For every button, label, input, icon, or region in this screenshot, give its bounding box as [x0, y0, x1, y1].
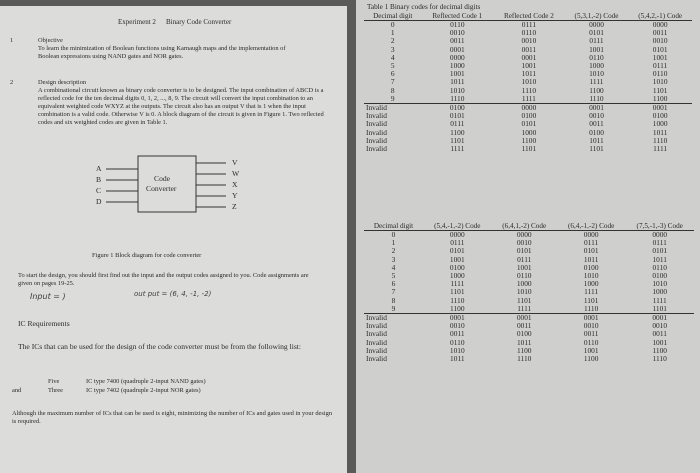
digit-cell: 2	[391, 246, 396, 256]
digit-cell: 0	[391, 230, 396, 239]
code-cell: 0000	[493, 104, 565, 113]
code-cell: 1001	[652, 52, 668, 62]
digit-cell: Invalid	[366, 345, 387, 355]
design-heading: Design description	[38, 79, 87, 86]
handwritten-input: Input = )	[30, 292, 66, 301]
code-cell: 1000	[449, 61, 465, 71]
header-cell: (7,5,-1,-3) Code	[625, 222, 694, 231]
code-cell: 0011	[652, 28, 668, 38]
code-cell: 1011	[589, 135, 604, 145]
digit-cell: Invalid	[366, 111, 387, 121]
code-cell: 0010	[589, 111, 604, 121]
header-cell: Decimal digit	[364, 222, 423, 231]
code-cell: 1101	[450, 135, 465, 145]
code-cell: 0101	[583, 246, 599, 256]
code-cell: 1010	[449, 345, 465, 355]
code-cell: 1100	[589, 85, 604, 95]
code-cell: 1001	[583, 345, 599, 355]
digit-cell: 4	[391, 262, 396, 272]
experiment-title: Binary Code Converter	[166, 18, 232, 26]
code-cell: 0111	[589, 36, 604, 46]
code-cell: 1101	[583, 295, 599, 305]
code-cell: 1010	[589, 69, 604, 79]
code-cell: 1001	[516, 262, 532, 272]
code-cell: 0111	[517, 254, 532, 264]
code-cell: 1001	[449, 254, 465, 264]
code-cell: 1111	[450, 279, 465, 289]
digit-cell: 8	[390, 85, 395, 95]
digit-cell: 5	[391, 271, 396, 281]
code-cell: 0001	[521, 52, 537, 62]
digit-cell: 1	[391, 238, 396, 248]
code-cell: 0010	[516, 238, 532, 248]
header-cell: (5,4,-1,-2) Code	[423, 222, 492, 231]
digit-cell: 6	[390, 69, 395, 79]
code-cell: 0000	[652, 20, 668, 29]
code-cell: 1111	[589, 77, 604, 87]
digit-cell: Invalid	[366, 127, 387, 137]
code-cell: 1000	[652, 119, 668, 129]
digit-cell: 2	[390, 36, 395, 46]
digit-cell: Invalid	[366, 321, 387, 331]
design-number: 2	[10, 79, 14, 86]
ic-text: The ICs that can be used for the design of the code converter must be from the following list:	[18, 342, 302, 351]
table-row	[364, 145, 692, 153]
code-cell: 0101	[521, 119, 537, 129]
code-cell: 0111	[652, 238, 667, 248]
code-cell: 0110	[652, 262, 667, 272]
code-cell: 0010	[449, 28, 465, 38]
converter-label-2: Converter	[146, 184, 177, 193]
digit-cell: 8	[391, 295, 396, 305]
code-cell: 0110	[516, 271, 532, 281]
design-text: A combinational circuit known as binary code converter is to be designed. The input combination of ABCD is a reflected code for the ten decimal digits 0, 1, 2, ..., 8, 9. The circuit will convert the input combination to an equivalent weighted code WXYZ at the outputs. The circuit also has an output V that is 1 when the input combination is a valid code. Otherwise V is 0. A block diagram of the circuit is given in Figure 1. Two reflected codes and six weighted codes are given in Table 1.	[38, 87, 324, 126]
code-cell: 0101	[449, 111, 465, 121]
code-cell: 1011	[583, 254, 599, 264]
code-cell: 0101	[589, 28, 604, 38]
code-cell: 1110	[517, 354, 532, 364]
code-cell: 1101	[450, 287, 465, 297]
code-cell: 0100	[652, 271, 668, 281]
input-label-a: A	[96, 164, 102, 173]
code-cell: 1111	[653, 144, 668, 154]
code-cell: 1101	[521, 144, 537, 154]
digit-cell: 9	[391, 303, 396, 313]
code-cell: 1010	[516, 287, 532, 297]
code-cell: 0001	[628, 104, 692, 113]
header-cell: (6,4,1,-2) Code	[492, 222, 557, 231]
digit-cell: Invalid	[364, 104, 422, 113]
digit-cell: Invalid	[364, 314, 423, 323]
code-cell: 0011	[450, 329, 465, 339]
code-cell: 0100	[422, 104, 494, 113]
code-cell: 0110	[450, 337, 465, 347]
digit-cell: Invalid	[366, 119, 387, 129]
code-cell: 1010	[449, 85, 465, 95]
header-cell: Decimal digit	[364, 12, 422, 21]
code-cell: 0011	[589, 119, 604, 129]
code-cell: 0110	[583, 337, 599, 347]
code-cell: 0100	[589, 127, 604, 137]
code-cell: 1001	[652, 337, 668, 347]
code-cell: 0011	[652, 329, 667, 339]
code-cell: 1101	[589, 144, 604, 154]
code-cell: 0111	[450, 119, 465, 129]
converter-label-1: Code	[154, 174, 171, 183]
code-cell: 0001	[565, 104, 629, 113]
digit-cell: 5	[390, 61, 395, 71]
table-2-body	[364, 231, 694, 364]
header-cell: Reflected Code 1	[422, 12, 494, 21]
code-cell: 1101	[516, 295, 532, 305]
output-lines	[196, 163, 226, 207]
experiment-number: Experiment 2	[118, 18, 156, 26]
input-lines	[106, 169, 138, 202]
code-cell: 0110	[450, 20, 465, 29]
ic-count-1: Five	[48, 378, 60, 385]
code-cell: 1110	[589, 93, 604, 103]
code-cell: 1010	[652, 279, 668, 289]
code-cell: 0111	[584, 238, 599, 248]
code-cell: 0010	[652, 321, 668, 331]
digit-cell: 9	[390, 93, 395, 103]
code-cell: 0010	[449, 321, 465, 331]
code-cell: 1110	[521, 85, 537, 95]
code-cell: 1100	[450, 127, 465, 137]
digit-cell: 7	[390, 77, 395, 87]
code-cell: 1011	[652, 127, 668, 137]
output-label-v: V	[232, 158, 238, 167]
code-cell: 1100	[583, 354, 599, 364]
code-cell: 0101	[652, 44, 668, 54]
objective-text: To learn the minimization of Boolean functions using Karnaugh maps and the implementation of Boolean expressions using NAND gates and NOR gates.	[38, 45, 286, 60]
table-1-body	[364, 21, 692, 154]
digit-cell: Invalid	[366, 354, 387, 364]
code-cell: 1000	[449, 271, 465, 281]
handwritten-output: out put = (6, 4, -1, -2)	[134, 290, 212, 298]
output-label-w: W	[232, 169, 240, 178]
digit-cell: 1	[390, 28, 395, 38]
code-cell: 1110	[652, 354, 667, 364]
digit-cell: Invalid	[366, 337, 387, 347]
code-cell: 0001	[557, 314, 626, 323]
and-word: and	[12, 387, 22, 394]
output-label-y: Y	[232, 191, 238, 200]
table-title: Table 1 Binary codes for decimal digits	[367, 3, 481, 11]
digit-cell: 3	[390, 44, 395, 54]
digit-cell: 4	[390, 52, 395, 62]
code-cell: 1100	[521, 135, 537, 145]
code-cell: 1011	[652, 254, 667, 264]
code-cell: 1100	[516, 345, 532, 355]
digit-cell: Invalid	[366, 135, 387, 145]
code-cell: 0101	[449, 246, 465, 256]
code-cell: 0011	[521, 44, 537, 54]
code-cell: 0000	[449, 230, 465, 239]
digit-cell: 0	[390, 20, 395, 29]
table-row	[364, 355, 694, 363]
code-cell: 0000	[652, 230, 668, 239]
code-table-2	[364, 222, 694, 363]
code-cell: 1100	[652, 345, 667, 355]
code-cell: 0001	[423, 314, 492, 323]
objective-heading: Objective	[38, 37, 63, 44]
digit-cell: 7	[391, 287, 396, 297]
code-cell: 0000	[589, 20, 604, 29]
code-cell: 1010	[521, 77, 537, 87]
code-cell: 0100	[516, 329, 532, 339]
code-cell: 0100	[652, 111, 668, 121]
ic-desc-1: IC type 7400 (quadruple 2-input NAND gates)	[86, 378, 206, 385]
code-cell: 1001	[589, 44, 604, 54]
start-text: To start the design, you should first find out the input and the output codes assigned to you. Code assignments are given on pages 19-25.	[18, 272, 309, 287]
digit-cell: Invalid	[366, 144, 387, 154]
code-cell: 1110	[653, 135, 668, 145]
code-cell: 0000	[516, 230, 532, 239]
code-cell: 1010	[652, 77, 668, 87]
code-cell: 1110	[450, 93, 465, 103]
output-label-z: Z	[232, 202, 237, 211]
right-page	[356, 0, 700, 473]
code-cell: 1100	[652, 93, 668, 103]
output-label-x: X	[232, 180, 238, 189]
code-cell: 0100	[521, 111, 537, 121]
code-cell: 1011	[450, 77, 465, 87]
code-cell: 0100	[583, 262, 599, 272]
code-cell: 0010	[652, 36, 668, 46]
header-cell: (5,3,1,-2) Code	[565, 12, 629, 21]
code-cell: 1101	[652, 303, 667, 313]
code-cell: 0111	[653, 61, 668, 71]
digit-cell: Invalid	[366, 329, 387, 339]
code-cell: 0101	[652, 246, 668, 256]
objective-number: 1	[10, 37, 14, 44]
code-table-1	[364, 12, 692, 153]
code-cell: 0001	[449, 44, 465, 54]
header-cell: (6,4,-1,-2) Code	[557, 222, 626, 231]
ic-desc-2: IC type 7402 (quadruple 2-input NOR gates)	[86, 387, 201, 394]
code-cell: 1000	[652, 287, 668, 297]
code-cell: 1001	[449, 69, 465, 79]
code-cell: 1011	[516, 337, 532, 347]
header-cell: (5,4,2,-1) Code	[628, 12, 692, 21]
code-cell: 1011	[450, 354, 465, 364]
code-cell: 0111	[450, 238, 465, 248]
code-cell: 1000	[521, 127, 537, 137]
code-cell: 0110	[652, 69, 668, 79]
code-cell: 1111	[517, 303, 532, 313]
code-cell: 1001	[521, 61, 537, 71]
code-cell: 1110	[584, 303, 599, 313]
code-cell: 0000	[449, 52, 465, 62]
input-label-c: C	[96, 186, 102, 195]
code-cell: 1000	[516, 279, 532, 289]
code-cell: 0100	[449, 262, 465, 272]
input-label-b: B	[96, 175, 102, 184]
code-cell: 0010	[521, 36, 537, 46]
code-cell: 0110	[521, 28, 537, 38]
code-cell: 1000	[589, 61, 604, 71]
code-cell: 0101	[516, 246, 532, 256]
code-cell: 1111	[521, 93, 536, 103]
block-diagram	[0, 6, 347, 246]
code-cell: 1111	[652, 295, 667, 305]
code-cell: 0011	[450, 36, 465, 46]
code-cell: 0001	[625, 314, 694, 323]
code-cell: 1100	[450, 303, 465, 313]
digit-cell: 6	[391, 279, 396, 289]
code-cell: 0010	[583, 321, 599, 331]
code-cell: 0110	[589, 52, 604, 62]
input-label-d: D	[96, 197, 102, 206]
code-cell: 0001	[492, 314, 557, 323]
code-cell: 0011	[583, 329, 599, 339]
header-cell: Reflected Code 2	[493, 12, 565, 21]
final-text: Although the maximum number of ICs that can be used is eight, minimizing the number of ICs and gates used in your design is required.	[12, 410, 333, 425]
code-cell: 0011	[516, 321, 532, 331]
ic-requirements-heading: IC Requirements	[18, 319, 70, 328]
ic-count-2: Three	[48, 387, 63, 394]
code-cell: 0000	[583, 230, 599, 239]
code-cell: 1000	[583, 279, 599, 289]
code-cell: 1111	[450, 144, 465, 154]
code-cell: 1111	[584, 287, 599, 297]
left-page	[0, 6, 347, 473]
code-cell: 1011	[521, 69, 537, 79]
code-cell: 1101	[652, 85, 668, 95]
figure-caption: Figure 1 Block diagram for code converter	[92, 252, 202, 259]
code-cell: 1010	[583, 271, 599, 281]
code-cell: 1110	[450, 295, 465, 305]
digit-cell: 3	[391, 254, 396, 264]
code-cell: 0111	[521, 20, 537, 29]
